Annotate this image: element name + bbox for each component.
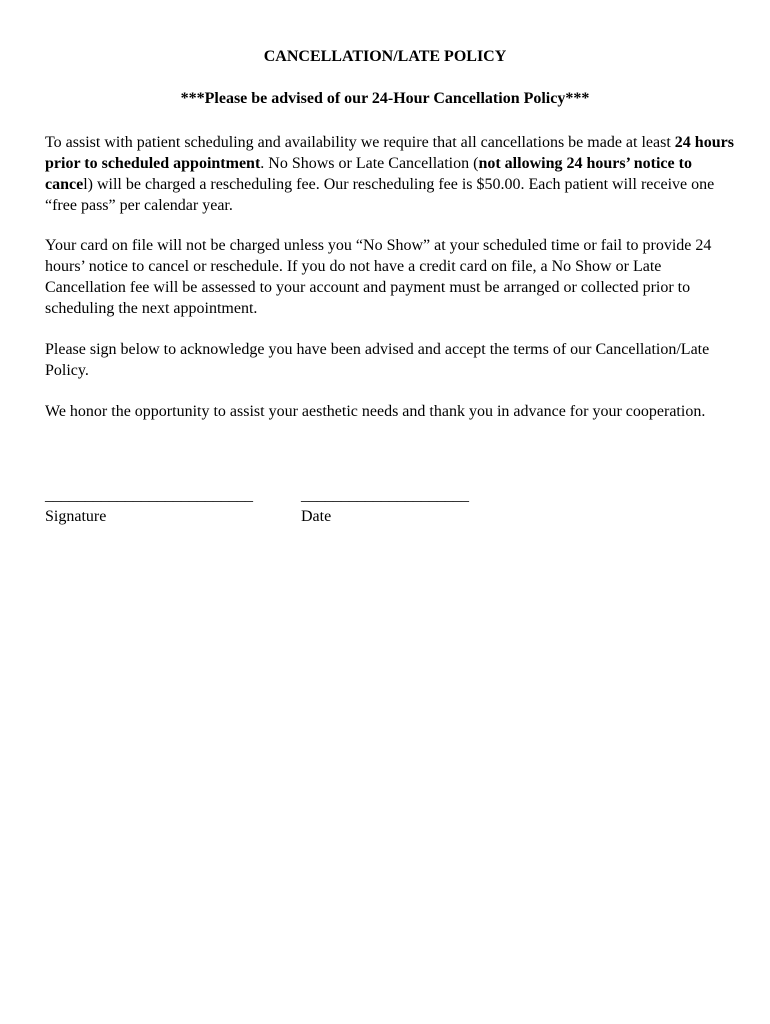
bold-text: 24 hours prior to scheduled appointment (45, 134, 734, 172)
date-label: Date (301, 508, 332, 525)
signature-line[interactable]: __________________________ (45, 487, 253, 504)
paragraph-scheduling-policy (45, 132, 735, 216)
bold-text: not allowing 24 hours’ notice to cance (45, 155, 692, 193)
paragraph-text: To assist with patient scheduling and availability we require that all cancellations be made at least (45, 134, 675, 151)
signature-label: Signature (45, 508, 107, 525)
document-title: CANCELLATION/LATE POLICY (263, 48, 507, 65)
paragraph-card-policy: Your card on file will not be charged unless you “No Show” at your scheduled time or fail to provide 24 hours’ notice to cancel or reschedule. If you do not have a credit card on file, a No Show or Late Cancellation fee will be assessed to your account and payment must be arranged or collected prior to scheduling the next appointment. (45, 237, 712, 317)
paragraph-thank-you: We honor the opportunity to assist your aesthetic needs and thank you in advance for your cooperation. (45, 403, 706, 420)
date-line[interactable]: _____________________ (301, 487, 469, 504)
paragraph-text: l) will be charged a rescheduling fee. Our rescheduling fee is $50.00. Each patient will receive one “free pass” per calendar year. (45, 176, 715, 214)
paragraph-text: . No Shows or Late Cancellation ( (260, 155, 479, 172)
document-subtitle: ***Please be advised of our 24-Hour Cancellation Policy*** (180, 90, 590, 107)
paragraph-sign-instructions: Please sign below to acknowledge you have been advised and accept the terms of our Cancellation/Late Policy. (45, 341, 710, 379)
